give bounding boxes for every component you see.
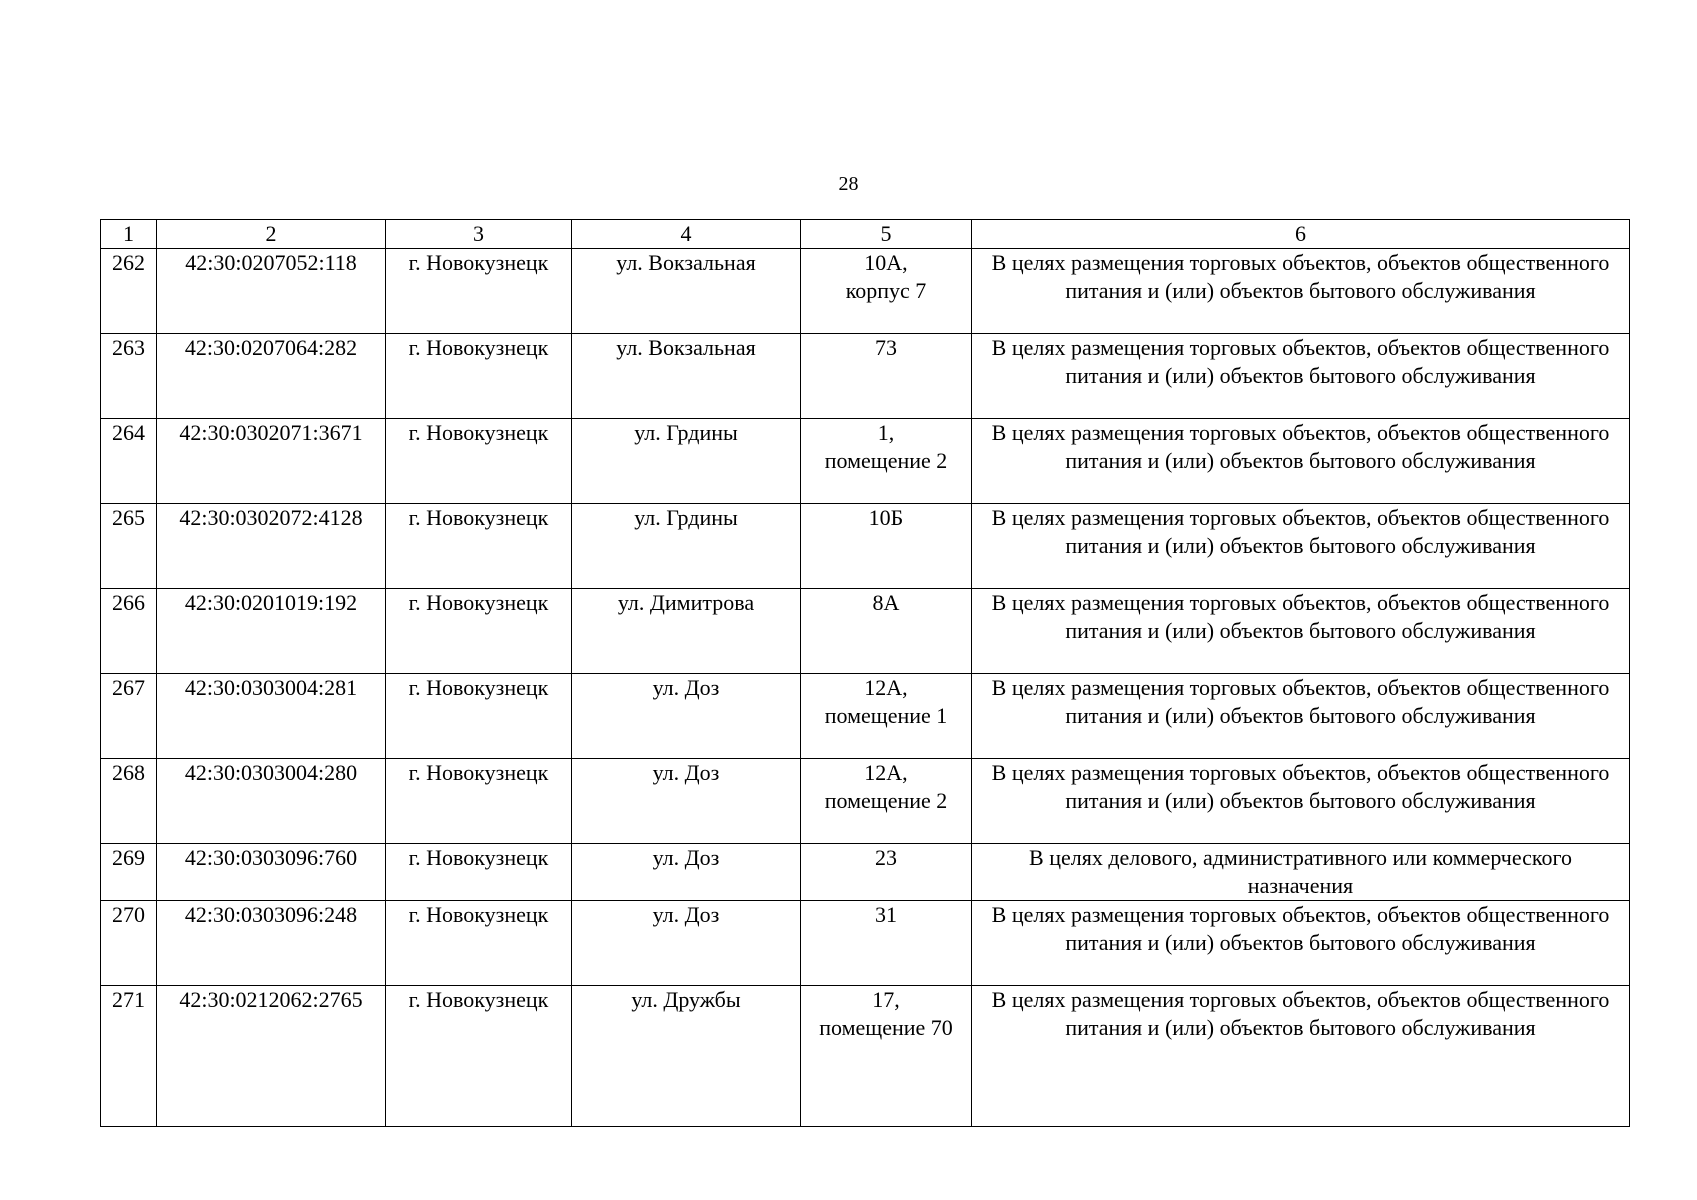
street: ул. Вокзальная [572,249,801,334]
building: 10Б [801,504,972,589]
building: 8А [801,589,972,674]
table-row [101,674,1630,759]
building: 1, помещение 2 [801,419,972,504]
row-number: 267 [101,674,157,759]
purpose: В целях размещения торговых объектов, объектов общественного питания и (или) объектов бытового обслуживания [972,249,1630,334]
cadastral-number: 42:30:0303096:248 [157,901,386,986]
city: г. Новокузнецк [386,419,572,504]
row-number: 264 [101,419,157,504]
cadastral-number: 42:30:0303004:281 [157,674,386,759]
row-number: 269 [101,844,157,901]
city: г. Новокузнецк [386,986,572,1127]
row-number: 266 [101,589,157,674]
purpose: В целях размещения торговых объектов, объектов общественного питания и (или) объектов бытового обслуживания [972,674,1630,759]
row-number: 262 [101,249,157,334]
street: ул. Грдины [572,419,801,504]
building: 12А, помещение 1 [801,674,972,759]
street: ул. Доз [572,844,801,901]
city: г. Новокузнецк [386,249,572,334]
purpose: В целях размещения торговых объектов, объектов общественного питания и (или) объектов бытового обслуживания [972,334,1630,419]
column-number-2: 2 [157,220,386,249]
purpose: В целях размещения торговых объектов, объектов общественного питания и (или) объектов бытового обслуживания [972,589,1630,674]
building: 12А, помещение 2 [801,759,972,844]
column-number-5: 5 [801,220,972,249]
table-row [101,759,1630,844]
cadastral-number: 42:30:0201019:192 [157,589,386,674]
table-row [101,844,1630,901]
building: 73 [801,334,972,419]
cadastral-number: 42:30:0302071:3671 [157,419,386,504]
cadastral-number: 42:30:0212062:2765 [157,986,386,1127]
city: г. Новокузнецк [386,674,572,759]
row-number: 265 [101,504,157,589]
building: 23 [801,844,972,901]
purpose: В целях делового, административного или коммерческого назначения [972,844,1630,901]
city: г. Новокузнецк [386,759,572,844]
city: г. Новокузнецк [386,901,572,986]
table-row [101,901,1630,986]
row-number: 268 [101,759,157,844]
building: 17, помещение 70 [801,986,972,1127]
street: ул. Грдины [572,504,801,589]
building: 10А, корпус 7 [801,249,972,334]
purpose: В целях размещения торговых объектов, объектов общественного питания и (или) объектов бытового обслуживания [972,901,1630,986]
city: г. Новокузнецк [386,844,572,901]
city: г. Новокузнецк [386,504,572,589]
purpose: В целях размещения торговых объектов, объектов общественного питания и (или) объектов бытового обслуживания [972,759,1630,844]
table-row [101,334,1630,419]
cadastral-number: 42:30:0207064:282 [157,334,386,419]
column-number-4: 4 [572,220,801,249]
street: ул. Доз [572,759,801,844]
building: 31 [801,901,972,986]
row-number: 263 [101,334,157,419]
table-row [101,504,1630,589]
purpose: В целях размещения торговых объектов, объектов общественного питания и (или) объектов бытового обслуживания [972,419,1630,504]
table-row [101,249,1630,334]
city: г. Новокузнецк [386,334,572,419]
cadastral-number: 42:30:0207052:118 [157,249,386,334]
table-row [101,986,1630,1127]
street: ул. Доз [572,901,801,986]
column-number-6: 6 [972,220,1630,249]
street: ул. Дружбы [572,986,801,1127]
purpose: В целях размещения торговых объектов, объектов общественного питания и (или) объектов бытового обслуживания [972,986,1630,1127]
column-number-3: 3 [386,220,572,249]
row-number: 270 [101,901,157,986]
page-number: 28 [838,173,859,195]
table-row [101,419,1630,504]
column-number-1: 1 [101,220,157,249]
table-row [101,589,1630,674]
street: ул. Вокзальная [572,334,801,419]
property-table [100,219,1630,1127]
cadastral-number: 42:30:0303004:280 [157,759,386,844]
purpose: В целях размещения торговых объектов, объектов общественного питания и (или) объектов бытового обслуживания [972,504,1630,589]
street: ул. Доз [572,674,801,759]
table-header-row [101,220,1630,249]
cadastral-number: 42:30:0303096:760 [157,844,386,901]
cadastral-number: 42:30:0302072:4128 [157,504,386,589]
street: ул. Димитрова [572,589,801,674]
city: г. Новокузнецк [386,589,572,674]
row-number: 271 [101,986,157,1127]
